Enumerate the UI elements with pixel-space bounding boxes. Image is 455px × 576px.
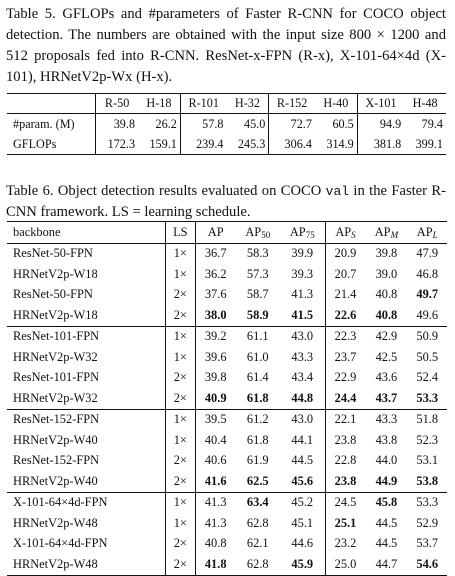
table6-value: 23.2 bbox=[334, 536, 357, 551]
table6-row bbox=[7, 451, 447, 472]
table6-value-cell bbox=[236, 347, 280, 368]
table6-value: 50.5 bbox=[416, 349, 439, 364]
table6-header-cell bbox=[365, 222, 407, 244]
table6-value-cell bbox=[236, 534, 280, 555]
table6-value-cell bbox=[407, 368, 447, 389]
table5-cell: 26.2 bbox=[155, 116, 177, 131]
table6-value: 24.5 bbox=[334, 495, 357, 510]
table6-value-cell bbox=[365, 471, 407, 492]
table6-value: 20.7 bbox=[334, 266, 357, 281]
table6-header-cell bbox=[7, 222, 165, 244]
table6-value-cell bbox=[365, 388, 407, 409]
table6-value: 40.4 bbox=[204, 432, 227, 447]
table6-value-cell bbox=[280, 492, 325, 513]
table6-value: 25.0 bbox=[334, 556, 357, 571]
table6-value: 43.4 bbox=[291, 370, 314, 385]
table6-value-bold: 62.5 bbox=[246, 473, 269, 488]
table6-row bbox=[7, 409, 447, 430]
table6-header-subscript: L bbox=[432, 229, 438, 240]
table6-value-cell bbox=[195, 264, 235, 285]
table6-value-cell bbox=[407, 430, 447, 451]
table6-value-cell bbox=[280, 471, 325, 492]
table6-ls-cell: 2× bbox=[165, 471, 195, 492]
table5-header-cell: H-18 bbox=[138, 94, 180, 114]
table6-value: 43.0 bbox=[291, 329, 314, 344]
table6-value: 39.9 bbox=[291, 246, 314, 261]
table6-backbone-cell: X-101-64×4d-FPN bbox=[13, 536, 108, 551]
table6-value-cell bbox=[195, 388, 235, 409]
table6-value-bold: 45.8 bbox=[375, 495, 398, 510]
table5-cell: 39.8 bbox=[96, 114, 138, 135]
table6-value: 44.7 bbox=[375, 556, 398, 571]
table6-value: 20.9 bbox=[334, 246, 357, 261]
table6-value-cell bbox=[236, 388, 280, 409]
table6-value-bold: 22.6 bbox=[334, 307, 357, 322]
table6-value-cell bbox=[195, 471, 235, 492]
table6-row bbox=[7, 326, 447, 347]
table6-value: 52.4 bbox=[416, 370, 439, 385]
table5-cell: 381.8 bbox=[357, 134, 404, 155]
table6-value-cell bbox=[325, 471, 365, 492]
table6-value-cell bbox=[280, 347, 325, 368]
table6-value-cell bbox=[407, 409, 447, 430]
table6-value-cell bbox=[195, 513, 235, 534]
table6-backbone-cell: ResNet-101-FPN bbox=[7, 326, 165, 347]
table6-value: 44.5 bbox=[375, 536, 398, 551]
table6-value: 41.3 bbox=[204, 495, 227, 510]
table6-value-cell bbox=[325, 326, 365, 347]
table6-value-cell bbox=[280, 430, 325, 451]
table6-value-cell bbox=[407, 264, 447, 285]
table6-backbone-cell: HRNetV2p-W18 bbox=[13, 266, 98, 281]
table5-cell: 399.1 bbox=[415, 136, 443, 151]
table6-value: 39.5 bbox=[204, 412, 227, 427]
table5-header-cell: H-48 bbox=[404, 94, 446, 114]
table6-backbone-cell: ResNet-152-FPN bbox=[13, 453, 100, 468]
table6-value-bold: 44.9 bbox=[375, 473, 398, 488]
table6-value-cell bbox=[325, 492, 365, 513]
table6-value-cell bbox=[280, 513, 325, 534]
table6-value-bold: 53.3 bbox=[416, 390, 439, 405]
table6-value: 37.6 bbox=[204, 287, 227, 302]
table5-row bbox=[7, 114, 446, 135]
table6-value-bold: 44.8 bbox=[291, 390, 314, 405]
table6-value: 51.8 bbox=[416, 412, 439, 427]
table6-value-cell bbox=[407, 388, 447, 409]
table6-row bbox=[7, 471, 447, 492]
table5-header-cell bbox=[7, 94, 96, 114]
table6-value-cell bbox=[280, 305, 325, 326]
table5-cell: 72.7 bbox=[269, 114, 315, 135]
table6-value-bold: 40.8 bbox=[375, 307, 398, 322]
table5-cell: 159.1 bbox=[149, 136, 177, 151]
table6-value-cell bbox=[236, 305, 280, 326]
table6-backbone-cell: HRNetV2p-W32 bbox=[13, 349, 98, 364]
table6-value-cell bbox=[365, 492, 407, 513]
table6-value: 39.6 bbox=[204, 349, 227, 364]
table6-value-cell bbox=[236, 471, 280, 492]
table6-value: 61.4 bbox=[246, 370, 269, 385]
table6-caption-before: Table 6. Object detection results evaluated on COCO bbox=[6, 183, 326, 199]
table6-value: 42.5 bbox=[375, 349, 398, 364]
table6-header-cell bbox=[325, 222, 365, 244]
table6-value-cell bbox=[365, 285, 407, 306]
table5-header-cell: H-32 bbox=[226, 94, 268, 114]
table6-value-cell bbox=[236, 513, 280, 534]
table6-value: 61.9 bbox=[246, 453, 269, 468]
table5-cell: 172.3 bbox=[96, 134, 138, 155]
table5-header-row bbox=[7, 94, 446, 114]
table6-value: 39.8 bbox=[375, 246, 398, 261]
table6-header-text: AP bbox=[289, 224, 306, 239]
table6-value-cell bbox=[236, 326, 280, 347]
table6-value-cell bbox=[236, 492, 280, 513]
table6-value: 40.8 bbox=[204, 536, 227, 551]
table6-value: 21.4 bbox=[334, 287, 357, 302]
table6-header-subscript: M bbox=[390, 229, 399, 240]
table6-value-bold: 63.4 bbox=[246, 495, 269, 510]
table6-value-cell bbox=[195, 243, 235, 264]
table6-value: 39.3 bbox=[291, 266, 314, 281]
table6-value-cell bbox=[407, 513, 447, 534]
table6-value-cell bbox=[195, 430, 235, 451]
table6-value-bold: 38.0 bbox=[204, 307, 227, 322]
table6-caption bbox=[6, 181, 446, 223]
table6-value-cell bbox=[280, 243, 325, 264]
table6-header-row bbox=[7, 222, 447, 244]
table6-header-cell bbox=[280, 222, 325, 244]
table5-row-label: GFLOPs bbox=[13, 136, 57, 151]
table6-value: 61.8 bbox=[246, 432, 269, 447]
table6-value-bold: 25.1 bbox=[334, 515, 357, 530]
table5-cell: 239.4 bbox=[180, 134, 226, 155]
table6-ls-cell: 2× bbox=[165, 305, 195, 326]
table6-backbone-cell: HRNetV2p-W48 bbox=[13, 556, 98, 571]
table6-value-cell bbox=[236, 451, 280, 472]
table6-value-cell bbox=[325, 513, 365, 534]
table6-value-cell bbox=[236, 368, 280, 389]
table6-value-cell bbox=[280, 534, 325, 555]
table6-value: 22.3 bbox=[334, 329, 357, 344]
table6-value: 47.9 bbox=[416, 246, 439, 261]
table6-value-bold: 41.8 bbox=[204, 556, 227, 571]
table6-value: 41.3 bbox=[291, 287, 314, 302]
table6-value: 43.6 bbox=[375, 370, 398, 385]
table5-cell: 94.9 bbox=[357, 114, 404, 135]
table6-value-cell bbox=[280, 368, 325, 389]
table6-backbone-cell: ResNet-101-FPN bbox=[13, 370, 100, 385]
table6-ls-cell: 2× bbox=[165, 285, 195, 306]
table5-cell: 60.5 bbox=[332, 116, 354, 131]
table6-header-text: AP bbox=[335, 224, 352, 239]
table6-value: 53.3 bbox=[416, 495, 439, 510]
table6-value: 46.8 bbox=[416, 266, 439, 281]
table6-value: 22.1 bbox=[334, 412, 357, 427]
table6-value-cell bbox=[280, 409, 325, 430]
table6-value-cell bbox=[236, 285, 280, 306]
table6-ls-cell: 1× bbox=[165, 243, 195, 264]
table5-row-label: #param. (M) bbox=[13, 116, 75, 131]
table6-value-cell bbox=[280, 264, 325, 285]
table6-value-cell bbox=[365, 264, 407, 285]
table6-header-text: AP bbox=[374, 224, 391, 239]
table6-backbone-cell: HRNetV2p-W18 bbox=[13, 307, 98, 322]
table6-ls-cell: 1× bbox=[165, 326, 195, 347]
table6-value: 61.0 bbox=[246, 349, 269, 364]
table6-value-cell bbox=[407, 347, 447, 368]
table6-value: 53.1 bbox=[416, 453, 439, 468]
table6-value-cell bbox=[407, 305, 447, 326]
table6-backbone-cell: HRNetV2p-W40 bbox=[13, 432, 98, 447]
table6-value: 58.7 bbox=[246, 287, 269, 302]
table6-value: 43.0 bbox=[291, 412, 314, 427]
table5-cell: 314.9 bbox=[326, 136, 354, 151]
table6-value-cell bbox=[365, 451, 407, 472]
table6-backbone-cell: ResNet-50-FPN bbox=[13, 287, 93, 302]
table6-value: 45.2 bbox=[291, 495, 314, 510]
table5-cell: 57.8 bbox=[180, 114, 226, 135]
table6-value-bold: 45.9 bbox=[291, 556, 314, 571]
table6-value-cell bbox=[195, 451, 235, 472]
table6-value-bold: 45.6 bbox=[291, 473, 314, 488]
table6-value-cell bbox=[365, 534, 407, 555]
table6-value-bold: 41.6 bbox=[204, 473, 227, 488]
table6-value: 62.1 bbox=[246, 536, 269, 551]
table6-value: 22.9 bbox=[334, 370, 357, 385]
table6-value: 49.6 bbox=[416, 307, 439, 322]
table6-value-cell bbox=[325, 409, 365, 430]
table6-value: 61.2 bbox=[246, 412, 269, 427]
table6-backbone-cell: HRNetV2p-W40 bbox=[13, 473, 98, 488]
table6-value-bold: 24.4 bbox=[334, 390, 357, 405]
table6-value: 39.0 bbox=[375, 266, 398, 281]
table6-value: 44.0 bbox=[375, 453, 398, 468]
table6-header-text: LS bbox=[173, 224, 188, 239]
table5-cell: 306.4 bbox=[269, 134, 315, 155]
table6-value-cell bbox=[407, 243, 447, 264]
table6-value-cell bbox=[195, 305, 235, 326]
table6-value-bold: 40.9 bbox=[204, 390, 227, 405]
table6-header-text: AP bbox=[207, 224, 224, 239]
table6-value-cell bbox=[236, 264, 280, 285]
table6-value: 40.8 bbox=[375, 287, 398, 302]
table6-caption-code: val bbox=[325, 184, 350, 199]
table6-value-cell bbox=[407, 492, 447, 513]
table6-value-cell bbox=[407, 326, 447, 347]
table6-value: 52.3 bbox=[416, 432, 439, 447]
table6-ls-cell: 1× bbox=[165, 264, 195, 285]
table5-header-cell: X-101 bbox=[357, 94, 404, 114]
table6-value-bold: 43.7 bbox=[375, 390, 398, 405]
table6-header-text: AP bbox=[416, 224, 433, 239]
table6-row bbox=[7, 368, 447, 389]
table6-value: 58.3 bbox=[246, 246, 269, 261]
table6-value: 36.2 bbox=[204, 266, 227, 281]
table6-value-cell bbox=[325, 430, 365, 451]
table6-backbone-cell: HRNetV2p-W32 bbox=[13, 390, 98, 405]
table6-ls-cell: 2× bbox=[165, 554, 195, 575]
table5-cell: 79.4 bbox=[421, 116, 443, 131]
table6-caption-after: in the Faster R-CNN framework. LS = learning schedule. bbox=[6, 183, 446, 220]
table6-value-cell bbox=[365, 243, 407, 264]
table6-value-cell bbox=[365, 409, 407, 430]
table6-value-cell bbox=[365, 326, 407, 347]
table6-value: 57.3 bbox=[246, 266, 269, 281]
table6-value-cell bbox=[195, 368, 235, 389]
table6-row bbox=[7, 513, 447, 534]
table6-value-cell bbox=[325, 534, 365, 555]
table6-row bbox=[7, 305, 447, 326]
table6-value: 62.8 bbox=[246, 515, 269, 530]
table6-value: 50.9 bbox=[416, 329, 439, 344]
table6-row bbox=[7, 430, 447, 451]
table6-value-cell bbox=[325, 243, 365, 264]
table6-header-cell bbox=[195, 222, 235, 244]
table6-value-cell bbox=[280, 285, 325, 306]
table6-ls-cell: 1× bbox=[165, 513, 195, 534]
table5-row bbox=[7, 134, 446, 155]
table6-row bbox=[7, 347, 447, 368]
table6-value-cell bbox=[280, 451, 325, 472]
table6-value-bold: 23.8 bbox=[334, 473, 357, 488]
table6-header-cell bbox=[165, 222, 195, 244]
table6-header-subscript: 75 bbox=[305, 229, 315, 240]
table6-value-bold: 61.8 bbox=[246, 390, 269, 405]
table6-backbone-cell: ResNet-152-FPN bbox=[7, 409, 165, 430]
table6-value-cell bbox=[280, 388, 325, 409]
table6-value: 23.8 bbox=[334, 432, 357, 447]
table6-value-cell bbox=[195, 492, 235, 513]
table6-ls-cell: 1× bbox=[165, 492, 195, 513]
table6-value: 61.1 bbox=[246, 329, 269, 344]
table6-value-cell bbox=[407, 451, 447, 472]
table6-backbone-cell: X-101-64×4d-FPN bbox=[7, 492, 165, 513]
table6-ls-cell: 1× bbox=[165, 409, 195, 430]
table6-value: 22.8 bbox=[334, 453, 357, 468]
table6-value-cell bbox=[365, 368, 407, 389]
table6-value-cell bbox=[280, 326, 325, 347]
table6-header-text: AP bbox=[245, 224, 262, 239]
table6-header-subscript: 50 bbox=[261, 229, 271, 240]
table6-value: 36.7 bbox=[204, 246, 227, 261]
table6-ls-cell: 2× bbox=[165, 368, 195, 389]
table6-ls-cell: 1× bbox=[165, 430, 195, 451]
table6-value: 44.5 bbox=[375, 515, 398, 530]
table6-header-cell bbox=[407, 222, 447, 244]
table6-value: 44.5 bbox=[291, 453, 314, 468]
table6-value-cell bbox=[325, 285, 365, 306]
table5 bbox=[7, 93, 446, 155]
table5-header-cell: R-50 bbox=[96, 94, 138, 114]
table6-value-bold: 54.6 bbox=[416, 556, 439, 571]
table6-value: 45.1 bbox=[291, 515, 314, 530]
table5-cell: 245.3 bbox=[237, 136, 266, 151]
table5-header-cell: R-101 bbox=[180, 94, 226, 114]
table6-value-cell bbox=[195, 409, 235, 430]
table6-value-cell bbox=[195, 347, 235, 368]
table6-value: 53.7 bbox=[416, 536, 439, 551]
table6-value: 43.3 bbox=[375, 412, 398, 427]
table6-ls-cell: 2× bbox=[165, 534, 195, 555]
table6-row bbox=[7, 285, 447, 306]
table6-backbone-cell: ResNet-50-FPN bbox=[13, 246, 93, 261]
table6-value: 43.8 bbox=[375, 432, 398, 447]
table6-value-cell bbox=[325, 347, 365, 368]
table6-value-cell bbox=[407, 471, 447, 492]
table6-value-cell bbox=[195, 326, 235, 347]
table6-value-cell bbox=[407, 534, 447, 555]
table6-value-cell bbox=[407, 285, 447, 306]
table5-caption: Table 5. GFLOPs and #parameters of Faster R-CNN for COCO object detection. The numbers are obtained with the input size 800 × 1200 and 512 proposals fed into R-CNN. ResNet-x-FPN (R-x), X-101-64×4d (X-101), HRNetV2p-Wx (H-x). bbox=[6, 6, 446, 85]
table6-value-bold: 53.8 bbox=[416, 473, 439, 488]
table6-value: 41.3 bbox=[204, 515, 227, 530]
table6-value-cell bbox=[236, 243, 280, 264]
table6-value-cell bbox=[325, 451, 365, 472]
table6-value-bold: 41.5 bbox=[291, 307, 314, 322]
table6-header-subscript: S bbox=[351, 229, 356, 240]
table6-value-cell bbox=[195, 534, 235, 555]
table6-value-cell bbox=[325, 305, 365, 326]
table6-value-cell bbox=[365, 513, 407, 534]
table6-ls-cell: 1× bbox=[165, 347, 195, 368]
table6-value-cell bbox=[365, 347, 407, 368]
table6-value: 39.8 bbox=[204, 370, 227, 385]
table6-header-cell bbox=[236, 222, 280, 244]
table6-row bbox=[7, 388, 447, 409]
table5-header-cell: H-40 bbox=[315, 94, 357, 114]
table5-header-cell: R-152 bbox=[269, 94, 315, 114]
table6-value-cell bbox=[365, 305, 407, 326]
table5-cell: 45.0 bbox=[243, 116, 266, 131]
table6-value: 23.7 bbox=[334, 349, 357, 364]
table6-ls-cell: 2× bbox=[165, 451, 195, 472]
table6-value-cell bbox=[325, 388, 365, 409]
table6-value-cell bbox=[195, 285, 235, 306]
table6-value-cell bbox=[236, 409, 280, 430]
table6-row bbox=[7, 492, 447, 513]
table6-row bbox=[7, 534, 447, 555]
table6-value: 62.8 bbox=[246, 556, 269, 571]
table6-value-cell bbox=[365, 430, 407, 451]
table6-header-text: backbone bbox=[13, 224, 61, 239]
table6-backbone-cell: HRNetV2p-W48 bbox=[13, 515, 98, 530]
table6-value: 43.3 bbox=[291, 349, 314, 364]
table6-value: 52.9 bbox=[416, 515, 439, 530]
table6-value: 42.9 bbox=[375, 329, 398, 344]
table6-value: 44.1 bbox=[291, 432, 314, 447]
table6-row bbox=[7, 243, 447, 264]
table6-value-cell bbox=[325, 368, 365, 389]
table6-value: 44.6 bbox=[291, 536, 314, 551]
table6-value: 39.2 bbox=[204, 329, 227, 344]
table6-value-cell bbox=[325, 264, 365, 285]
table6-ls-cell: 2× bbox=[165, 388, 195, 409]
table6-value-cell bbox=[236, 430, 280, 451]
table6 bbox=[7, 221, 447, 576]
table6-value: 40.6 bbox=[204, 453, 227, 468]
table6-value-bold: 49.7 bbox=[416, 287, 439, 302]
table6-value-bold: 58.9 bbox=[246, 307, 269, 322]
table6-row bbox=[7, 264, 447, 285]
